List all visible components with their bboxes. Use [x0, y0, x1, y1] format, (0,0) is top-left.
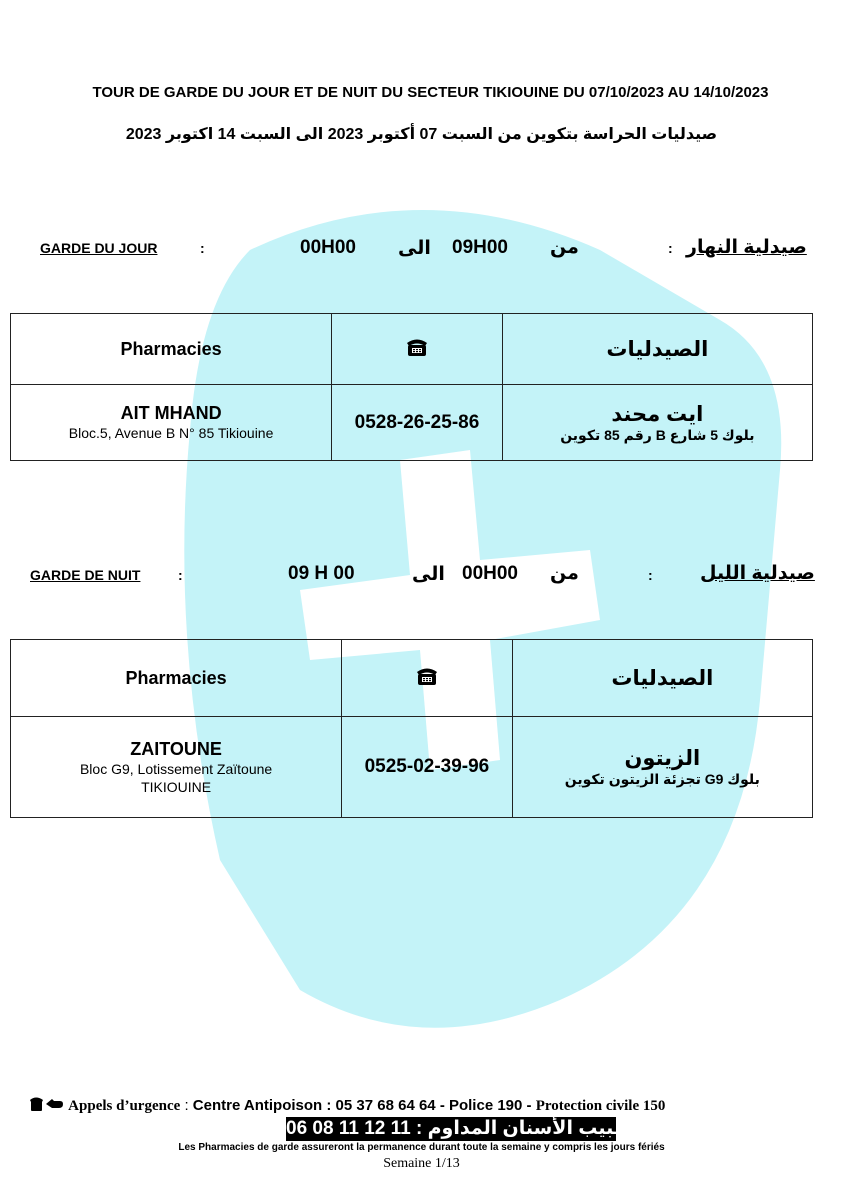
title-ar: صيدليات الحراسة بتكوين من السبت 07 أكتوبر 2023 الى السبت 14 اكتوبر 2023	[125, 126, 718, 143]
day-colon: :	[200, 240, 205, 256]
phone-hand-icon	[30, 1096, 64, 1112]
night-colon: :	[178, 567, 183, 583]
night-time-start: 09 H 00	[288, 563, 355, 584]
night-time-end: 00H00	[462, 563, 518, 584]
week-indicator: Semaine 1/13	[383, 1156, 460, 1171]
header-pharmacies-ar	[502, 314, 812, 385]
telephone-icon	[406, 337, 428, 357]
pharmacy-address: Bloc.5, Avenue B N° 85 Tikiouine	[68, 425, 274, 441]
day-time-start: 00H00	[300, 237, 356, 258]
header-phone	[332, 314, 503, 385]
night-word-from: من	[550, 563, 579, 584]
night-pharmacy-table	[10, 639, 813, 818]
pharmacy-address-ar: بلوك 5 شارع B رقم 85 تكوين	[560, 426, 755, 443]
day-colon-ar: :	[668, 240, 673, 256]
table-row	[11, 717, 813, 818]
night-label-fr: GARDE DE NUIT	[30, 567, 141, 583]
pharmacy-cell-fr	[11, 717, 342, 818]
emergency-sep: :	[184, 1097, 189, 1114]
day-header	[0, 236, 843, 264]
header-ar-text: الصيدليات	[606, 337, 709, 361]
day-pharmacy-table	[10, 313, 813, 461]
header-ar-text: الصيدليات	[611, 666, 714, 690]
header-fr-text: Pharmacies	[125, 667, 227, 688]
day-label-fr: GARDE DU JOUR	[40, 240, 158, 256]
pharmacy-name-ar: ايت محند	[611, 402, 704, 426]
day-word-from: من	[550, 237, 579, 258]
emergency-numbers: Centre Antipoison : 05 37 68 64 64 - Police 190 -	[192, 1097, 532, 1114]
day-word-to: الى	[398, 238, 431, 259]
telephone-icon	[416, 666, 438, 686]
table-row	[11, 385, 813, 461]
header-pharmacies	[11, 314, 332, 385]
pharmacy-phone: 0528-26-25-86	[354, 411, 480, 433]
protection-civile: Protection civile 150	[535, 1098, 666, 1114]
pharmacy-phone: 0525-02-39-96	[364, 756, 490, 777]
header-pharmacies-ar	[512, 640, 812, 717]
night-colon-ar: :	[648, 567, 653, 583]
emergency-label: Appels d’urgence	[68, 1098, 181, 1114]
title-fr: TOUR DE GARDE DU JOUR ET DE NUIT DU SECTEUR TIKIOUINE DU 07/10/2023 AU 14/10/2023	[92, 84, 769, 101]
day-time-end: 09H00	[452, 237, 508, 258]
pharmacy-address-ar: بلوك G9 تجزئة الزيتون تكوين	[564, 771, 760, 787]
pharmacy-name: ZAITOUNE	[130, 738, 222, 759]
pharmacy-cell-fr	[11, 385, 332, 461]
pharmacy-address-line1: Bloc G9, Lotissement Zaïtoune	[79, 760, 273, 777]
table-header-row	[11, 640, 813, 717]
dentist-banner: طبيب الأسنان المداوم : 11 12 11 08 06	[286, 1118, 632, 1139]
pharmacy-name-ar: الزيتون	[624, 747, 701, 770]
header-phone	[342, 640, 513, 717]
night-header	[0, 562, 843, 590]
table-header-row	[11, 314, 813, 385]
night-label-ar: صيدلية الليل	[700, 563, 815, 584]
pharmacy-cell-ar	[512, 717, 812, 818]
emergency-line	[30, 1096, 665, 1115]
day-label-ar: صيدلية النهار	[686, 237, 807, 258]
header-fr-text: Pharmacies	[120, 338, 222, 359]
pharmacy-phone-cell	[342, 717, 513, 818]
footer-note: Les Pharmacies de garde assureront la permanence durant toute la semaine y compris les jours fériés	[178, 1142, 665, 1153]
pharmacy-address-line2: TIKIOUINE	[141, 778, 212, 795]
pharmacy-cell-ar	[502, 385, 812, 461]
header-pharmacies	[11, 640, 342, 717]
pharmacy-name: AIT MHAND	[120, 403, 222, 423]
pharmacy-phone-cell	[332, 385, 503, 461]
night-word-to: الى	[412, 564, 445, 585]
